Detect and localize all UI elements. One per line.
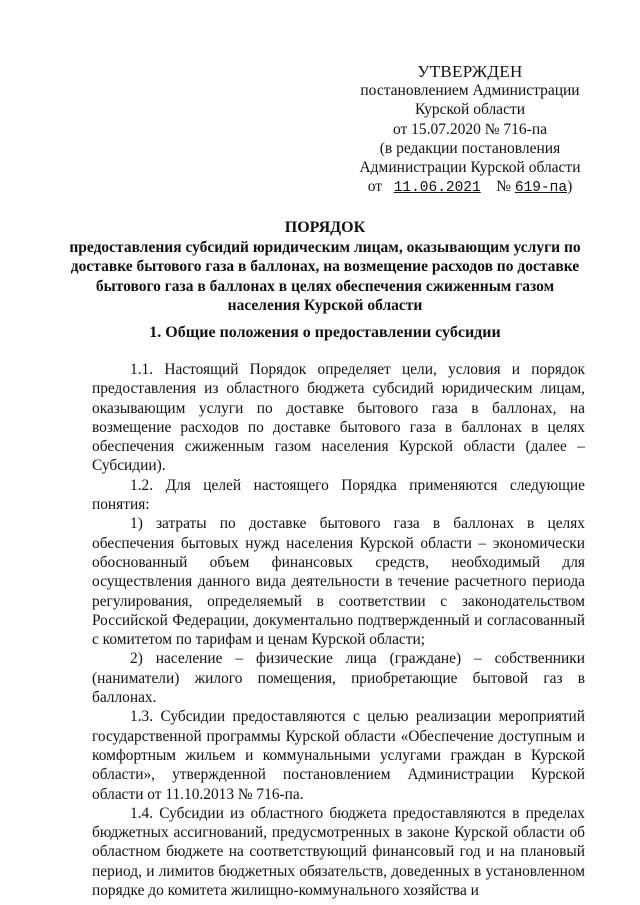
paragraph: 1.1. Настоящий Порядок определяет цели, условия и порядок предоставления из областного бюджета субсидий юридическим лицам, оказывающим услуги по доставке бытового газа в баллонах, на возмещение расходов по доставке бытового газа в баллонах в целях обеспечения сжиженным газом населения Курской области (далее – Субсидии). bbox=[92, 361, 585, 475]
document-body bbox=[92, 360, 585, 900]
approval-line: от 15.07.2020 № 716-па bbox=[392, 120, 548, 138]
approval-revision-date: 11.06.2021 bbox=[393, 180, 481, 197]
document-title: ПОРЯДОК bbox=[284, 219, 366, 236]
paragraph: 1.4. Субсидии из областного бюджета предоставляются в пределах бюджетных ассигнований, предусмотренных в законе Курской области об областном бюджете на соответствующий финансовый год и на плановый период, и лимитов бюджетных обязательств, доведенных в установленном порядке до комитета жилищно-коммунального хозяйства и bbox=[92, 804, 585, 900]
paragraph: 2) население – физические лица (граждане) – собственники (наниматели) жилого помещения, приобретающие бытовой газ в баллонах. bbox=[92, 650, 585, 707]
approval-block bbox=[340, 62, 600, 198]
document-subtitle: предоставления субсидий юридическим лицам, оказывающим услуги по доставке бытового газа в баллонах, на возмещение расходов по доставке бытового газа в баллонах в целях обеспечения сжиженным газом населения Курской области bbox=[69, 239, 581, 315]
approval-revision-number: 619-па bbox=[514, 180, 568, 197]
section-heading: 1. Общие положения о предоставлении субсидии bbox=[149, 324, 501, 341]
approval-line: Курской области bbox=[414, 101, 526, 119]
approval-line: постановлением Администрации bbox=[360, 82, 580, 100]
approval-revision-line bbox=[340, 177, 600, 198]
approval-prefix: от bbox=[367, 178, 383, 196]
paragraph: 1.2. Для целей настоящего Порядка применяются следующие понятия: bbox=[92, 476, 585, 514]
approval-number-sign: № bbox=[496, 178, 511, 196]
approval-heading: УТВЕРЖДЕН bbox=[417, 62, 523, 81]
approval-line: Администрации Курской области bbox=[359, 159, 581, 177]
approval-suffix: ) bbox=[567, 178, 573, 196]
paragraph: 1) затраты по доставке бытового газа в баллонах в целях обеспечения бытовых нужд населения Курской области – экономически обоснованный объем финансовых средств, необходимый для осуществления данного вида деятельности в течение расчетного периода регулирования, определяемый в соответствии с законодательством Российской Федерации, документально подтвержденный и согласованный с комитетом по тарифам и ценам Курской области; bbox=[92, 515, 585, 649]
approval-line: (в редакции постановления bbox=[379, 139, 561, 157]
paragraph: 1.3. Субсидии предоставляются с целью реализации мероприятий государственной программы Курской области «Обеспечение доступным и комфортным жильем и коммунальными услугами граждан в Курской области», утвержденной постановлением Администрации Курской области от 11.10.2013 № 716-па. bbox=[92, 708, 585, 803]
